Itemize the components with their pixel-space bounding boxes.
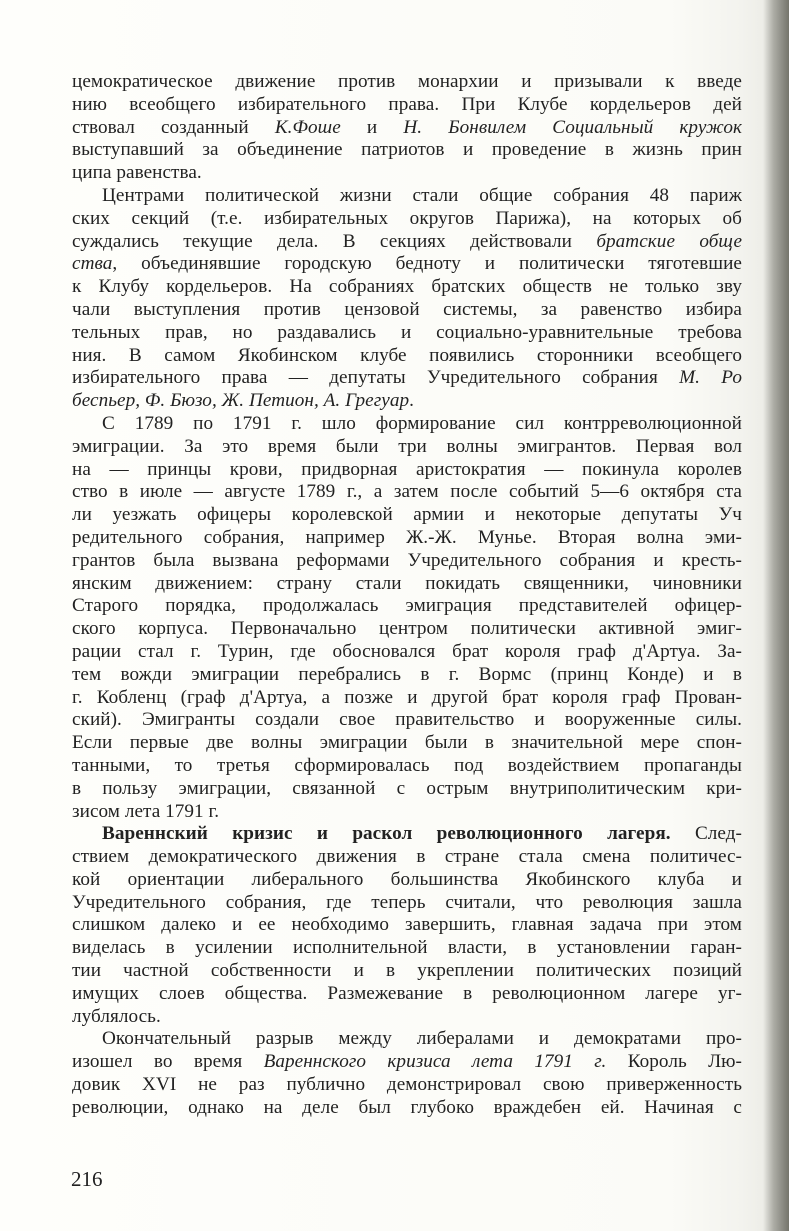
page-binding-shadow [763, 0, 789, 1231]
text-line [72, 322, 742, 345]
text-line [72, 983, 742, 1006]
text-run: редительного собрания, например Ж.-Ж. Мунье. Вторая волна эми- [72, 526, 742, 548]
text-line [72, 231, 742, 254]
text-run: к Клубу кордельеров. На собраниях братских обществ не только зву [72, 276, 742, 298]
text-run: революции, однако на деле был глубоко враждебен ей. Начиная с [72, 1096, 742, 1118]
text-line [72, 869, 742, 892]
text-run: ния. В самом Якобинском клубе появились сторонники всеобщего [72, 344, 742, 366]
text-line [72, 778, 742, 801]
text-run: , объединявшие городскую бедноту и политически тяготевшие [112, 253, 742, 275]
text-line [72, 504, 742, 527]
text-run: избирательного права — депутаты Учредительного собрания [72, 367, 680, 389]
text-run: танными, то третья сформировалась под воздействием пропаганды [72, 754, 742, 776]
text-run: Старого порядка, продолжалась эмиграция представителей офицер- [72, 595, 742, 617]
italic-text: Вареннского кризиса лета 1791 г. [263, 1051, 607, 1073]
text-line [72, 732, 742, 755]
text-run: Окончательный разрыв между либералами и демократами про- [102, 1028, 742, 1050]
text-line [72, 846, 742, 869]
text-run: ского корпуса. Первоначально центром политически активной эмиг- [72, 618, 742, 640]
text-line [72, 1097, 742, 1120]
text-run: След- [670, 823, 742, 845]
text-line [72, 550, 742, 573]
text-line [72, 185, 742, 208]
text-line [72, 618, 742, 641]
text-run: нию всеобщего избирательного права. При Клубе кордельеров дей [72, 93, 742, 115]
text-line [72, 801, 742, 824]
italic-text: беспьер, Ф. Бюзо, Ж. Петион, А. Грегуар [72, 390, 410, 412]
text-run: ствием демократического движения в стране стала смена политичес- [72, 846, 742, 868]
text-line [72, 960, 742, 983]
text-line [72, 413, 742, 436]
text-line [72, 573, 742, 596]
text-line [72, 367, 742, 390]
text-run: изошел во время [72, 1051, 264, 1073]
text-run: тии частной собственности и в укреплении политических позиций [72, 960, 742, 982]
text-line [72, 1051, 742, 1074]
text-run: Король Лю- [606, 1051, 742, 1073]
italic-text: ства [72, 253, 113, 275]
text-line [72, 1074, 742, 1097]
text-run: довик XVI не раз публично демонстрировал свою приверженность [72, 1074, 742, 1096]
text-line [72, 595, 742, 618]
text-run: С 1789 по 1791 г. шло формирование сил контрреволюционной [102, 412, 742, 434]
text-run: и [340, 116, 404, 138]
text-run: лублялось. [72, 1005, 161, 1027]
text-run: на — принцы крови, придворная аристократия — покинула королев [72, 458, 742, 480]
text-line [72, 94, 742, 117]
italic-text: Н. Бонвилем Социальный кружок [403, 116, 742, 138]
text-line [72, 436, 742, 459]
text-run: г. Кобленц (граф д'Артуа, а позже и другой брат короля граф Прован- [72, 686, 742, 708]
text-line [72, 709, 742, 732]
text-run: рации стал г. Турин, где обосновался брат короля граф д'Артуа. За- [72, 640, 742, 662]
text-run: тем вожди эмиграции перебрались в г. Вормс (принц Конде) и в [72, 663, 742, 685]
text-run: ский). Эмигранты создали свое правительство и вооруженные силы. [72, 709, 742, 731]
text-run: зисом лета 1791 г. [72, 800, 220, 822]
text-line [72, 208, 742, 231]
text-run: Центрами политической жизни стали общие собрания 48 париж [102, 184, 742, 206]
text-run: эмиграции. За это время были три волны эмигрантов. Первая вол [72, 435, 742, 457]
text-line [72, 117, 742, 140]
text-run: тельных прав, но раздавались и социально-уравнительные требова [72, 321, 742, 343]
text-line [72, 276, 742, 299]
text-line [72, 481, 742, 504]
text-run: Учредительного собрания, где теперь считали, что революция зашла [72, 891, 742, 913]
text-line [72, 687, 742, 710]
text-line [72, 664, 742, 687]
text-run: ских секций (т.е. избирательных округов Парижа), на которых об [72, 207, 742, 229]
text-line [72, 937, 742, 960]
text-line [72, 71, 742, 94]
text-line [72, 755, 742, 778]
text-run: цемократическое движение против монархии и призывали к введе [72, 71, 742, 92]
text-line [72, 299, 742, 322]
text-run: выступавший за объединение патриотов и проведение в жизнь прин [72, 139, 742, 161]
text-line [72, 823, 742, 846]
text-line [72, 1006, 742, 1029]
text-run: ципа равенства. [72, 162, 202, 184]
text-run: кой ориентации либерального большинства Якобинского клуба и [72, 868, 742, 890]
text-line [72, 253, 742, 276]
text-run: слишком далеко и ее необходимо завершить, главная задача при этом [72, 914, 742, 936]
text-line [72, 390, 742, 413]
text-run: в пользу эмиграции, связанной с острым внутриполитическим кри- [72, 777, 742, 799]
text-run: . [409, 390, 414, 412]
text-line [72, 162, 742, 185]
bold-heading: Вареннский кризис и раскол революционного лагеря. [102, 823, 671, 845]
text-run: янским движением: страну стали покидать священники, чиновники [72, 572, 742, 594]
text-run: ли уезжать офицеры королевской армии и некоторые депутаты Уч [72, 504, 742, 526]
text-line [72, 892, 742, 915]
text-line [72, 527, 742, 550]
text-line [72, 1028, 742, 1051]
text-line [72, 914, 742, 937]
text-run: имущих слоев общества. Размежевание в революционном лагере уг- [72, 982, 742, 1004]
text-line [72, 139, 742, 162]
text-line [72, 345, 742, 368]
text-run: грантов была вызвана реформами Учредительного собрания и кресть- [72, 549, 742, 571]
page-number: 216 [71, 1167, 103, 1191]
text-run: суждались текущие дела. В секциях действовали [72, 230, 597, 252]
italic-text: К.Фоше [274, 116, 341, 138]
text-run: виделась в усилении исполнительной власти, в установлении гаран- [72, 937, 742, 959]
text-run: ствовал созданный [72, 116, 275, 138]
text-run: ство в июле — августе 1789 г., а затем после событий 5—6 октября ста [72, 481, 742, 503]
body-text [72, 71, 742, 1120]
italic-text: М. Ро [679, 367, 742, 389]
text-line [72, 641, 742, 664]
text-line [72, 459, 742, 482]
text-run: Если первые две волны эмиграции были в значительной мере спон- [72, 732, 742, 754]
text-run: чали выступления против цензовой системы, за равенство избира [72, 298, 742, 320]
italic-text: братские обще [596, 230, 742, 252]
